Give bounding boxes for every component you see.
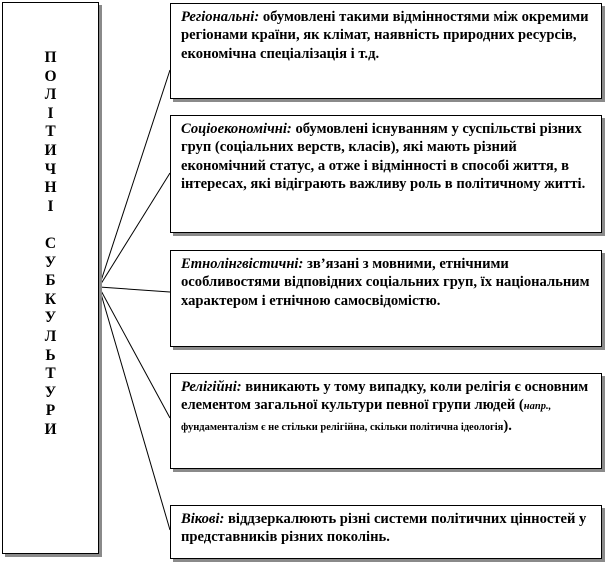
title-letter: О <box>44 67 57 85</box>
term-age: Вікові: <box>181 511 225 527</box>
title-letter: К <box>44 290 57 308</box>
term-regional: Регіональні: <box>181 9 260 25</box>
title-letter: У <box>44 253 57 271</box>
term-ethnolinguistic: Етнолінгвістичні: <box>181 256 304 272</box>
term-religious: Релігійні: <box>181 379 242 395</box>
title-letter: Л <box>44 86 57 104</box>
subculture-box-age <box>170 505 602 559</box>
title-letter: С <box>44 234 57 252</box>
diagram-title-vertical <box>2 49 99 439</box>
description-religious: виникають у тому випадку, коли релігія є основним елементом загальної культури певної групи людей ( <box>181 379 589 414</box>
title-letter: Ь <box>45 346 56 364</box>
description-age: віддзеркалюють різні системи політичних цінностей у представників різних поколінь. <box>181 511 587 546</box>
title-letter: И <box>44 141 57 159</box>
subculture-box-religious <box>170 373 602 469</box>
connector-line-ethnolinguistic <box>99 287 170 292</box>
description-regional: обумовлені такими відмінностями між окремими регіонами країни, як клімат, наявність природних ресурсів, економічна спеціалізація і т.д. <box>181 9 589 62</box>
title-letter: Т <box>45 123 56 141</box>
title-letter: У <box>44 383 57 401</box>
subculture-box-ethnolinguistic <box>170 250 602 347</box>
subculture-box-regional <box>170 3 602 99</box>
connector-line-regional <box>99 70 170 287</box>
title-letter: Т <box>45 365 56 383</box>
title-letter: І <box>47 197 54 215</box>
connector-line-socioeconomic <box>99 173 170 287</box>
example-abbrev: напр., <box>523 401 552 413</box>
example-note: фундаменталізм є не стільки релігійна, скільки політична ідеологія <box>181 421 504 433</box>
title-letter: И <box>44 420 57 438</box>
description-socioeconomic: обумовлені існуванням у суспільстві різних груп (соціальних верств, класів), які мають різний економічний статус, а отже і відмінності в способі життя, в інтересах, які відіграють важливу роль в політичному житті. <box>181 121 586 192</box>
title-letter: Р <box>45 402 56 420</box>
title-letter: Ч <box>44 160 57 178</box>
subculture-box-socioeconomic <box>170 115 602 233</box>
title-letter <box>2 216 99 235</box>
description-religious-tail: ). <box>503 417 512 434</box>
term-socioeconomic: Соціоекономічні: <box>181 121 292 137</box>
title-letter: У <box>44 309 57 327</box>
title-letter: П <box>44 49 57 66</box>
description-ethnolinguistic: зв’язані з мовними, етнічними особливостями відповідних соціальних груп, їх національним характером і етнічною самосвідомістю. <box>181 256 590 309</box>
title-letter: Н <box>44 179 57 197</box>
title-letter: Б <box>45 272 56 290</box>
connector-line-age <box>99 287 170 530</box>
connector-line-religious <box>99 287 170 418</box>
title-letter: І <box>47 104 54 122</box>
title-letter: Л <box>44 327 57 345</box>
